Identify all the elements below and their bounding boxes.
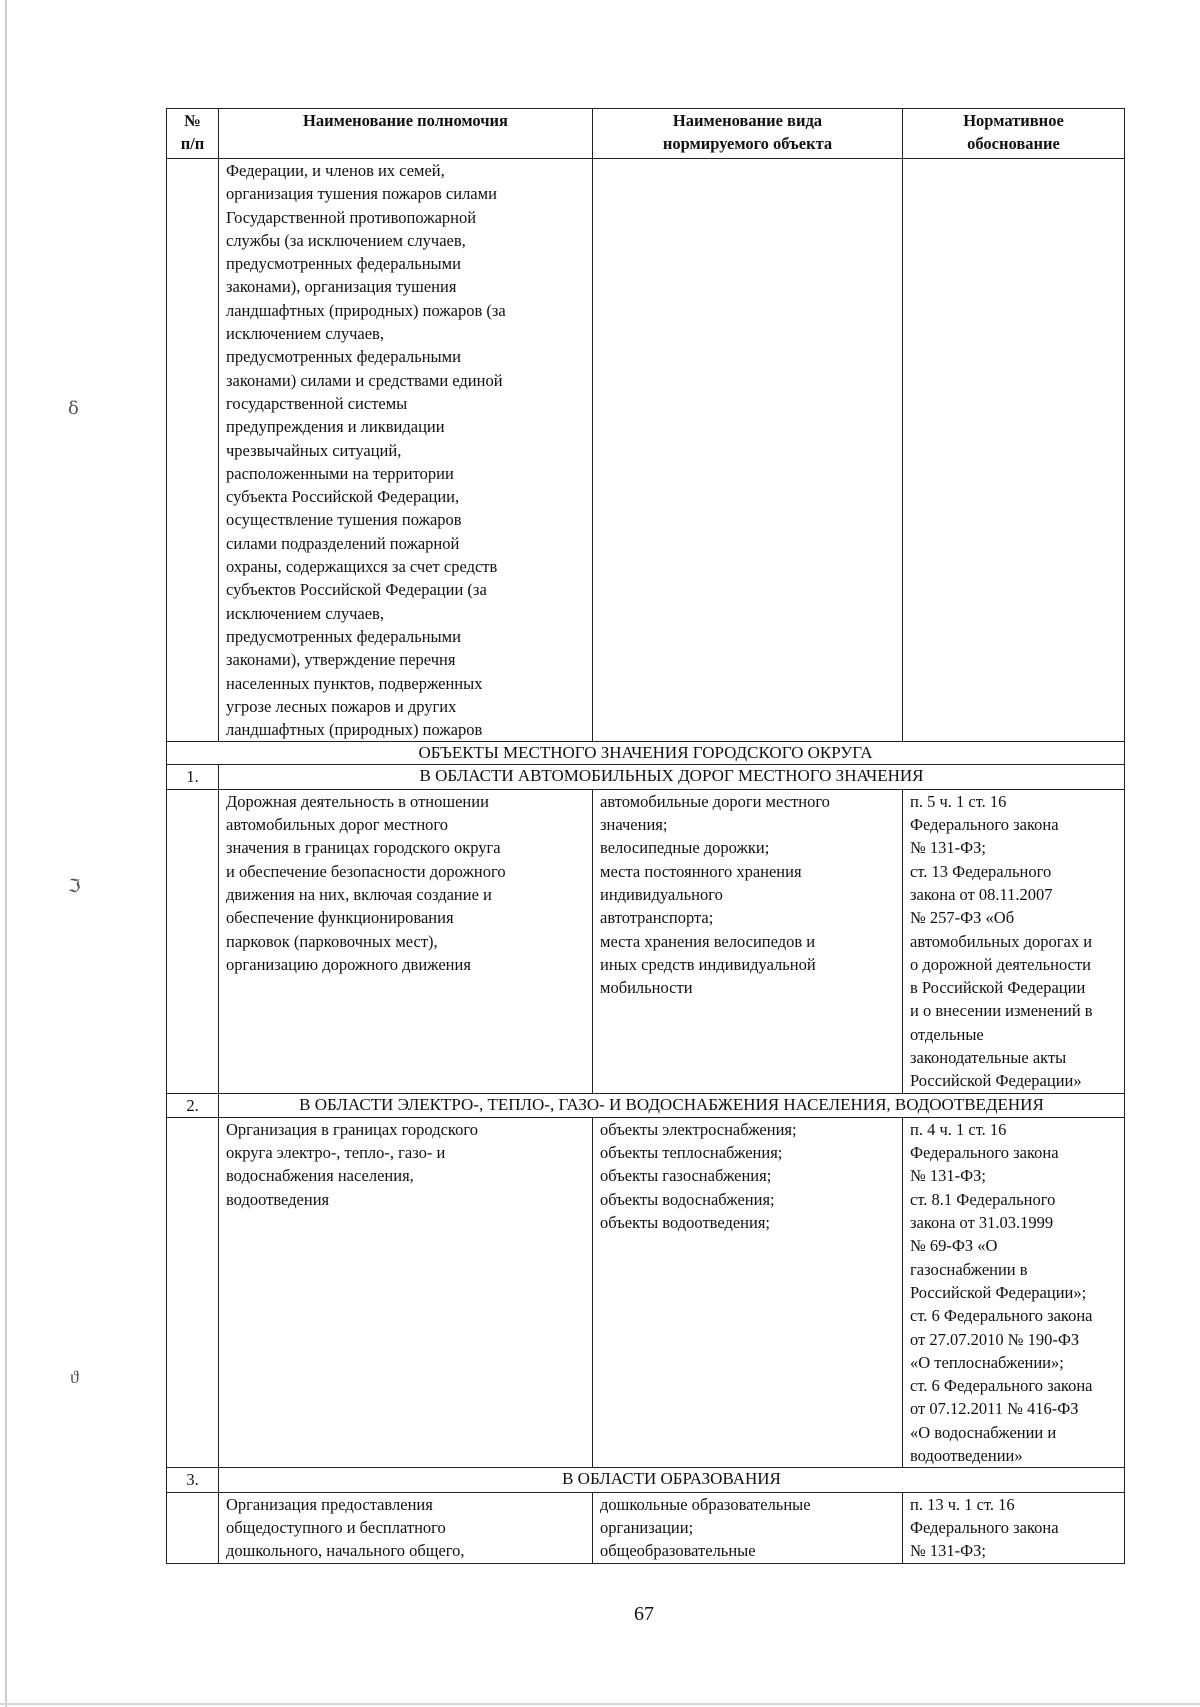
text-line: Российской Федерации» [910, 1071, 1082, 1091]
continued-name-cell [219, 159, 593, 742]
text-line: Организация предоставления [226, 1494, 433, 1514]
object-text [600, 1493, 898, 1563]
text-line: значения; [600, 815, 668, 835]
text-line: объекты водоснабжения; [600, 1189, 775, 1209]
text-line: дошкольного, начального общего, [226, 1541, 465, 1561]
text-line: закона от 08.11.2007 [910, 884, 1053, 904]
text-line: Дорожная деятельность в отношении [226, 791, 489, 811]
section-heading-row [167, 1093, 1125, 1117]
section-heading-row [167, 1468, 1125, 1492]
text-line: ландшафтных (природных) пожаров [226, 720, 483, 740]
text-line: предупреждения и ликвидации [226, 417, 445, 437]
text-line: и о внесении изменений в [910, 1001, 1093, 1021]
text-line: Государственной противопожарной [226, 207, 477, 227]
text-line: общедоступного и бесплатного [226, 1517, 446, 1537]
margin-mark: ϑ [70, 1367, 79, 1387]
section-object-cell [593, 1117, 903, 1467]
section-basis-cell [903, 1117, 1125, 1467]
text-line: организацию дорожного движения [226, 954, 471, 974]
text-line: общеобразовательные [600, 1541, 756, 1561]
text-line: исключением случаев, [226, 324, 384, 344]
section-title: В ОБЛАСТИ ЭЛЕКТРО-, ТЕПЛО-, ГАЗО- И ВОДОСНАБЖЕНИЯ НАСЕЛЕНИЯ, ВОДООТВЕДЕНИЯ [219, 1093, 1125, 1117]
text-line: организации; [600, 1517, 694, 1537]
text-line: субъекта Российской Федерации, [226, 487, 460, 507]
text-line: предусмотренных федеральными [226, 254, 461, 274]
header-num: № п/п [167, 109, 219, 159]
text-line: дошкольные образовательные [600, 1494, 811, 1514]
text-line: отдельные [910, 1024, 984, 1044]
text-line: охраны, содержащихся за счет средств [226, 557, 498, 577]
text-line: п. 13 ч. 1 ст. 16 [910, 1494, 1015, 1514]
section-basis-cell [903, 1492, 1125, 1563]
text-line: автомобильные дороги местного [600, 791, 830, 811]
header-name: Наименование полномочия [219, 109, 593, 159]
text-line: Федерации, и членов их семей, [226, 161, 445, 180]
section-number: 1. [167, 765, 219, 789]
section-row-num-cell [167, 789, 219, 1093]
section-number: 2. [167, 1093, 219, 1117]
text-line: объекты электроснабжения; [600, 1119, 797, 1139]
text-line: от 27.07.2010 № 190-ФЗ [910, 1329, 1080, 1349]
group-heading-row [167, 742, 1125, 765]
section-name-cell [219, 1117, 593, 1467]
text-line: Российской Федерации»; [910, 1282, 1087, 1302]
text-line: силами подразделений пожарной [226, 533, 460, 553]
text-line: п. 5 ч. 1 ст. 16 [910, 791, 1007, 811]
text-line: места постоянного хранения [600, 861, 802, 881]
text-line: автомобильных дорогах и [910, 931, 1093, 951]
section-row [167, 1117, 1125, 1467]
text-line: закона от 31.03.1999 [910, 1213, 1054, 1233]
name-text [226, 790, 588, 976]
text-line: законами), организация тушения [226, 277, 457, 297]
text-line: округа электро-, тепло-, газо- и [226, 1143, 446, 1163]
text-line: значения в границах городского округа [226, 838, 501, 858]
text-line: предусмотренных федеральными [226, 347, 461, 367]
text-line: обеспечение функционирования [226, 908, 454, 928]
text-line: государственной системы [226, 393, 408, 413]
name-text [226, 159, 588, 741]
object-text [600, 790, 898, 1000]
section-row [167, 789, 1125, 1093]
section-name-cell [219, 1492, 593, 1563]
text-line: «О водоснабжении и [910, 1422, 1057, 1442]
basis-text [910, 1493, 1120, 1563]
text-line: осуществление тушения пожаров [226, 510, 462, 530]
basis-text [910, 790, 1120, 1093]
section-name-cell [219, 789, 593, 1093]
text-line: Федерального закона [910, 1517, 1059, 1537]
continued-num-cell [167, 159, 219, 742]
scan-bottom-edge [0, 1703, 1200, 1705]
page-number: 67 [634, 1603, 654, 1625]
text-line: парковок (парковочных мест), [226, 931, 438, 951]
header-row [167, 109, 1125, 159]
text-line: № 131-ФЗ; [910, 1541, 986, 1561]
section-title: В ОБЛАСТИ ОБРАЗОВАНИЯ [219, 1468, 1125, 1492]
text-line: ст. 13 Федерального [910, 861, 1052, 881]
text-line: чрезвычайных ситуаций, [226, 440, 402, 460]
text-line: законами) силами и средствами единой [226, 370, 503, 390]
text-line: места хранения велосипедов и [600, 931, 816, 951]
text-line: о дорожной деятельности [910, 954, 1092, 974]
section-title: В ОБЛАСТИ АВТОМОБИЛЬНЫХ ДОРОГ МЕСТНОГО ЗНАЧЕНИЯ [219, 765, 1125, 789]
section-basis-cell [903, 789, 1125, 1093]
text-line: организация тушения пожаров силами [226, 184, 497, 204]
text-line: службы (за исключением случаев, [226, 230, 466, 250]
text-line: объекты газоснабжения; [600, 1166, 772, 1186]
text-line: угрозе лесных пожаров и других [226, 696, 457, 716]
continued-row [167, 159, 1125, 742]
text-line: водоснабжения населения, [226, 1166, 414, 1186]
object-text [600, 1118, 898, 1234]
header-object: Наименование вида нормируемого объекта [593, 109, 903, 159]
text-line: № 131-ФЗ; [910, 1166, 986, 1186]
text-line: автотранспорта; [600, 908, 714, 928]
text-line: ландшафтных (природных) пожаров (за [226, 300, 506, 320]
text-line: газоснабжении в [910, 1259, 1028, 1279]
text-line: Федерального закона [910, 815, 1059, 835]
name-text [226, 1493, 588, 1563]
text-line: Федерального закона [910, 1143, 1059, 1163]
text-line: в Российской Федерации [910, 978, 1086, 998]
text-line: объекты теплоснабжения; [600, 1143, 783, 1163]
text-line: № 257-ФЗ «Об [910, 908, 1015, 928]
text-line: № 69-ФЗ «О [910, 1236, 998, 1256]
text-line: велосипедные дорожки; [600, 838, 770, 858]
section-number: 3. [167, 1468, 219, 1492]
section-object-cell [593, 1492, 903, 1563]
text-line: иных средств индивидуальной [600, 954, 816, 974]
text-line: от 07.12.2011 № 416-ФЗ [910, 1399, 1079, 1419]
margin-mark: ℑ [68, 876, 81, 896]
section-row-num-cell [167, 1492, 219, 1563]
header-basis: Нормативное обоснование [903, 109, 1125, 159]
text-line: Организация в границах городского [226, 1119, 478, 1139]
text-line: предусмотренных федеральными [226, 626, 461, 646]
text-line: и обеспечение безопасности дорожного [226, 861, 506, 881]
continued-object-cell [593, 159, 903, 742]
margin-mark: ẟ [68, 398, 79, 418]
continued-basis-cell [903, 159, 1125, 742]
section-heading-row [167, 765, 1125, 789]
text-line: «О теплоснабжении»; [910, 1352, 1064, 1372]
text-line: индивидуального [600, 884, 723, 904]
text-line: субъектов Российской Федерации (за [226, 580, 487, 600]
regulation-table [166, 108, 1125, 1564]
text-line: ст. 8.1 Федерального [910, 1189, 1056, 1209]
text-line: № 131-ФЗ; [910, 838, 986, 858]
text-line: объекты водоотведения; [600, 1213, 771, 1233]
text-line: мобильности [600, 978, 693, 998]
text-line: движения на них, включая создание и [226, 884, 492, 904]
name-text [226, 1118, 588, 1211]
section-object-cell [593, 789, 903, 1093]
scan-left-edge [5, 0, 7, 1707]
text-line: расположенными на территории [226, 463, 454, 483]
section-row [167, 1492, 1125, 1563]
basis-text [910, 1118, 1120, 1467]
text-line: исключением случаев, [226, 603, 384, 623]
text-line: автомобильных дорог местного [226, 815, 449, 835]
text-line: ст. 6 Федерального закона [910, 1376, 1093, 1396]
text-line: законодательные акты [910, 1047, 1067, 1067]
text-line: водоотведении» [910, 1446, 1023, 1466]
text-line: законами), утверждение перечня [226, 650, 456, 670]
text-line: ст. 6 Федерального закона [910, 1306, 1093, 1326]
text-line: водоотведения [226, 1189, 330, 1209]
text-line: населенных пунктов, подверженных [226, 673, 483, 693]
section-row-num-cell [167, 1117, 219, 1467]
text-line: п. 4 ч. 1 ст. 16 [910, 1119, 1007, 1139]
group-heading: ОБЪЕКТЫ МЕСТНОГО ЗНАЧЕНИЯ ГОРОДСКОГО ОКРУГА [167, 742, 1125, 765]
